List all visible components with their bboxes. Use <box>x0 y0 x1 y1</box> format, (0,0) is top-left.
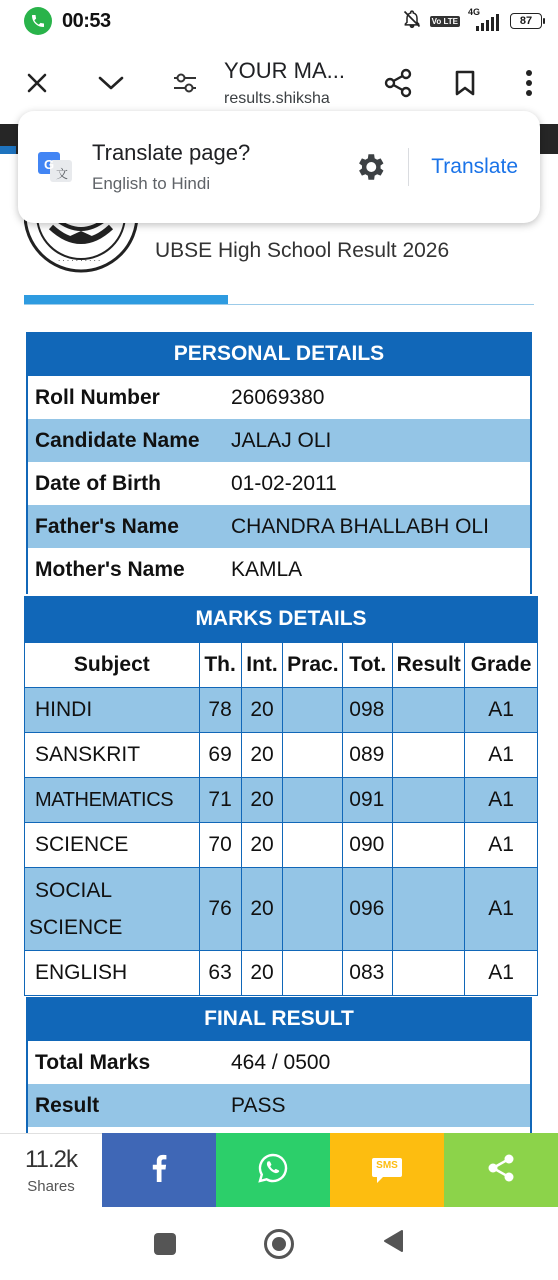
table-row <box>28 1084 530 1127</box>
translate-popup <box>18 111 540 223</box>
table-row <box>28 462 530 505</box>
internal-cell: 20 <box>241 823 283 868</box>
theory-cell: 63 <box>199 951 241 996</box>
field-value: PASS <box>224 1084 530 1127</box>
internal-cell: 20 <box>241 778 283 823</box>
more-share-button[interactable] <box>444 1133 558 1207</box>
grade-cell: A1 <box>465 733 538 778</box>
grade-cell: A1 <box>465 951 538 996</box>
recents-button[interactable] <box>154 1233 176 1255</box>
internal-cell: 20 <box>241 868 283 951</box>
field-label: Result <box>28 1084 224 1127</box>
bookmark-icon[interactable] <box>430 53 500 113</box>
clock-time: 00:53 <box>62 9 111 32</box>
chevron-down-icon[interactable] <box>74 53 148 113</box>
final-result-header: FINAL RESULT <box>26 997 532 1041</box>
site-settings-icon[interactable] <box>148 53 222 113</box>
close-icon[interactable] <box>0 53 74 113</box>
total-cell: 091 <box>343 778 393 823</box>
facebook-share-button[interactable] <box>102 1133 216 1207</box>
translate-button[interactable]: Translate <box>431 155 518 178</box>
internal-cell: 20 <box>241 733 283 778</box>
field-value: KAMLA <box>224 548 530 591</box>
mute-bell-icon <box>402 9 422 34</box>
theory-cell: 69 <box>199 733 241 778</box>
practical-cell <box>283 868 343 951</box>
theory-cell: 78 <box>199 688 241 733</box>
share-count-label: Shares <box>27 1178 75 1195</box>
total-cell: 096 <box>343 868 393 951</box>
table-row <box>25 823 538 868</box>
column-header: Subject <box>25 643 200 688</box>
page-heading: UBSE High School Result 2026 <box>155 239 450 262</box>
grade-cell: A1 <box>465 868 538 951</box>
share-count: 11.2k <box>25 1146 77 1173</box>
field-value: JALAJ OLI <box>224 419 530 462</box>
field-label: Candidate Name <box>28 419 224 462</box>
share-icon <box>485 1152 517 1189</box>
field-value: 26069380 <box>224 376 530 419</box>
whatsapp-icon <box>257 1152 289 1189</box>
result-cell <box>393 951 465 996</box>
sms-label: SMS <box>376 1160 398 1171</box>
share-counter <box>0 1133 102 1207</box>
practical-cell <box>283 778 343 823</box>
marks-details-header: MARKS DETAILS <box>24 596 538 642</box>
sms-icon <box>371 1156 403 1184</box>
field-value: 464 / 0500 <box>224 1041 530 1084</box>
table-row <box>28 505 530 548</box>
field-label: Mother's Name <box>28 548 224 591</box>
system-nav-bar <box>0 1207 558 1280</box>
practical-cell <box>283 688 343 733</box>
grade-cell: A1 <box>465 688 538 733</box>
grade-cell: A1 <box>465 778 538 823</box>
total-cell: 098 <box>343 688 393 733</box>
subject-cell: ENGLISH <box>25 951 200 996</box>
signal-type-label: 4G <box>468 7 481 17</box>
share-bar <box>0 1133 558 1207</box>
page-url: results.shiksha <box>224 90 330 107</box>
table-row <box>25 733 538 778</box>
svg-text:文: 文 <box>56 167 69 181</box>
result-cell <box>393 868 465 951</box>
column-header: Result <box>393 643 465 688</box>
theory-cell: 71 <box>199 778 241 823</box>
column-header: Prac. <box>283 643 343 688</box>
final-result-table <box>26 1041 532 1133</box>
result-cell <box>393 733 465 778</box>
column-header: Int. <box>241 643 283 688</box>
internal-cell: 20 <box>241 951 283 996</box>
more-menu-icon[interactable] <box>500 53 558 113</box>
field-label: Total Marks <box>28 1041 224 1084</box>
marks-header-row <box>25 643 538 688</box>
practical-cell <box>283 823 343 868</box>
column-header: Grade <box>465 643 538 688</box>
battery-level: 87 <box>519 15 533 27</box>
table-row <box>25 778 538 823</box>
field-label: Roll Number <box>28 376 224 419</box>
svg-text:G: G <box>44 157 55 172</box>
gear-icon[interactable] <box>344 141 396 193</box>
facebook-icon <box>151 1154 167 1187</box>
battery-icon <box>510 13 542 29</box>
divider <box>408 148 409 186</box>
heading-underline <box>24 304 534 305</box>
result-cell <box>393 823 465 868</box>
address-bar[interactable] <box>222 58 366 108</box>
personal-details-header: PERSONAL DETAILS <box>26 332 532 376</box>
theory-cell: 76 <box>199 868 241 951</box>
phone-call-icon[interactable] <box>24 7 52 35</box>
marks-table <box>24 642 538 996</box>
field-value: 01-02-2011 <box>224 462 530 505</box>
subject-cell <box>25 868 200 951</box>
google-translate-icon <box>38 150 72 184</box>
subject-cell: SANSKRIT <box>25 733 200 778</box>
share-icon[interactable] <box>366 53 430 113</box>
subject-cell: SCIENCE <box>25 823 200 868</box>
page-title: YOUR MA... <box>224 58 346 83</box>
whatsapp-share-button[interactable] <box>216 1133 330 1207</box>
result-cell <box>393 688 465 733</box>
theory-cell: 70 <box>199 823 241 868</box>
table-row <box>25 951 538 996</box>
table-row <box>28 376 530 419</box>
personal-details-table <box>26 376 532 594</box>
subject-line: SOCIAL <box>35 879 113 902</box>
field-label: Date of Birth <box>28 462 224 505</box>
table-row <box>28 419 530 462</box>
table-row <box>28 548 530 591</box>
table-row <box>28 1041 530 1084</box>
home-button[interactable] <box>264 1229 294 1259</box>
column-header: Tot. <box>343 643 393 688</box>
volte-badge: Vo LTE <box>431 16 458 26</box>
internal-cell: 20 <box>241 688 283 733</box>
practical-cell <box>283 733 343 778</box>
translate-languages: English to Hindi <box>92 174 211 193</box>
table-row <box>25 688 538 733</box>
total-cell: 089 <box>343 733 393 778</box>
translate-title: Translate page? <box>92 140 251 165</box>
grade-cell: A1 <box>465 823 538 868</box>
subject-cell: HINDI <box>25 688 200 733</box>
subject-line: SCIENCE <box>29 916 123 939</box>
column-header: Th. <box>199 643 241 688</box>
svg-text:· · · · · · · · · ·: · · · · · · · · · · <box>58 257 101 265</box>
total-cell: 090 <box>343 823 393 868</box>
result-cell <box>393 778 465 823</box>
field-label: Father's Name <box>28 505 224 548</box>
signal-strength-icon <box>468 7 502 31</box>
field-value: CHANDRA BHALLABH OLI <box>224 505 530 548</box>
status-bar <box>0 0 558 42</box>
table-row <box>25 868 538 951</box>
practical-cell <box>283 951 343 996</box>
back-button[interactable] <box>382 1229 404 1258</box>
subject-cell: MATHEMATICS <box>25 778 200 823</box>
sms-share-button[interactable] <box>330 1133 444 1207</box>
total-cell: 083 <box>343 951 393 996</box>
